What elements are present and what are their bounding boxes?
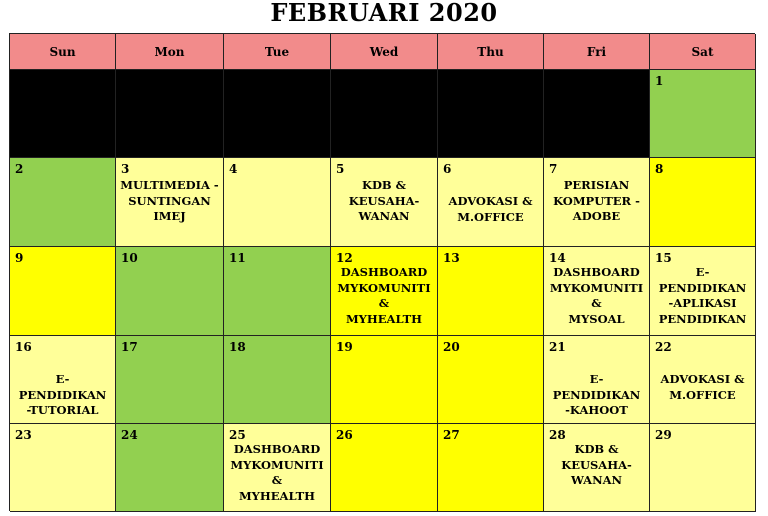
event-line: E-PENDIDIKAN [552,372,641,402]
day-number: 4 [229,162,238,176]
event-line: DASHBOARD [340,265,428,279]
day-number: 16 [15,340,32,354]
day-cell-29 [650,424,756,512]
day-cell-13 [438,247,544,336]
event-line: E-PENDIDIKAN [18,372,107,402]
day-number: 23 [15,428,32,442]
day-number: 19 [336,340,353,354]
event-line: -KAHOOT [565,403,628,417]
day-cell-2 [10,158,116,247]
day-cell-27 [438,424,544,512]
day-cell-7 [544,158,650,247]
day-number: 15 [655,251,672,265]
event-label [546,442,647,489]
day-number: 10 [121,251,138,265]
day-cell-20 [438,336,544,424]
event-label [333,178,435,225]
day-cell-8 [650,158,756,247]
day-cell-24 [116,424,224,512]
event-line: KEUSAHA- [561,457,632,472]
day-number: 9 [15,251,24,265]
day-number: 27 [443,428,460,442]
day-number: 29 [655,428,672,442]
day-cell-19 [331,336,438,424]
day-number: 12 [336,251,353,265]
day-number: 17 [121,340,138,354]
event-label [652,265,753,327]
day-number: 20 [443,340,460,354]
day-number: 1 [655,74,664,88]
day-number: 5 [336,162,345,176]
event-line: MYHEALTH [238,488,316,503]
day-cell-11 [224,247,331,336]
event-label [652,372,753,403]
day-number: 28 [549,428,566,442]
event-label [546,372,647,419]
event-line: M.OFFICE [457,209,524,224]
empty-day-cell [544,70,650,158]
empty-day-cell [224,70,331,158]
event-line: WANAN [570,473,623,487]
calendar-grid [9,33,755,511]
event-line: DASHBOARD [233,442,321,456]
day-number: 14 [549,251,566,265]
weekday-header-tue: Tue [224,34,331,70]
day-cell-25 [224,424,331,512]
weekday-header-sat: Sat [650,34,756,70]
event-line: M.OFFICE [669,387,736,402]
event-line: -APLIKASI [668,296,737,310]
day-cell-14 [544,247,650,336]
event-line: MULTIMEDIA - [120,178,219,192]
day-number: 8 [655,162,664,176]
day-number: 21 [549,340,566,354]
day-cell-23 [10,424,116,512]
day-number: 24 [121,428,138,442]
day-number: 13 [443,251,460,265]
empty-day-cell [438,70,544,158]
day-number: 6 [443,162,452,176]
event-line: KEUSAHA- [348,193,420,208]
event-line: MYSOAL [568,311,625,326]
day-number: 26 [336,428,353,442]
event-line: PENDIDIKAN [658,311,747,326]
event-line: MYHEALTH [345,311,423,326]
event-label [118,178,221,225]
day-cell-28 [544,424,650,512]
empty-day-cell [331,70,438,158]
event-line: ADVOKASI & [660,372,745,386]
event-line: SUNTINGAN [128,193,211,208]
day-cell-22 [650,336,756,424]
day-cell-17 [116,336,224,424]
day-cell-16 [10,336,116,424]
day-cell-10 [116,247,224,336]
day-number: 25 [229,428,246,442]
event-label [440,194,541,225]
day-cell-9 [10,247,116,336]
calendar-title: FEBRUARI 2020 [270,0,498,27]
event-label [546,265,647,327]
event-line: KDB & [574,442,619,456]
day-number: 7 [549,162,558,176]
weekday-header-fri: Fri [544,34,650,70]
weekday-header-thu: Thu [438,34,544,70]
event-line: KOMPUTER - [553,193,640,208]
weekday-header-sun: Sun [10,34,116,70]
event-line: KDB & [361,178,407,192]
event-line: IMEJ [153,209,186,223]
event-line: MYKOMUNITI & [230,457,324,487]
event-line: PERISIAN [563,178,630,192]
weekday-header-mon: Mon [116,34,224,70]
day-cell-15 [650,247,756,336]
day-cell-18 [224,336,331,424]
event-label [226,442,328,504]
empty-day-cell [116,70,224,158]
day-number: 2 [15,162,24,176]
day-cell-3 [116,158,224,247]
day-number: 18 [229,340,246,354]
day-cell-26 [331,424,438,512]
event-line: DASHBOARD [553,265,640,279]
event-line: MYKOMUNITI & [549,280,644,310]
empty-day-cell [10,70,116,158]
day-cell-1 [650,70,756,158]
event-label [12,372,113,419]
event-label [546,178,647,225]
event-line: E-PENDIDIKAN [658,265,747,295]
weekday-header-wed: Wed [331,34,438,70]
event-line: MYKOMUNITI & [337,280,431,310]
day-cell-5 [331,158,438,247]
event-label [333,265,435,327]
event-line: ADVOKASI & [448,194,533,208]
day-cell-12 [331,247,438,336]
day-number: 22 [655,340,672,354]
day-number: 3 [121,162,130,176]
event-line: -TUTORIAL [26,403,99,417]
day-cell-21 [544,336,650,424]
event-line: WANAN [358,209,410,223]
event-line: ADOBE [572,209,621,223]
day-cell-6 [438,158,544,247]
day-cell-4 [224,158,331,247]
day-number: 11 [229,251,246,265]
